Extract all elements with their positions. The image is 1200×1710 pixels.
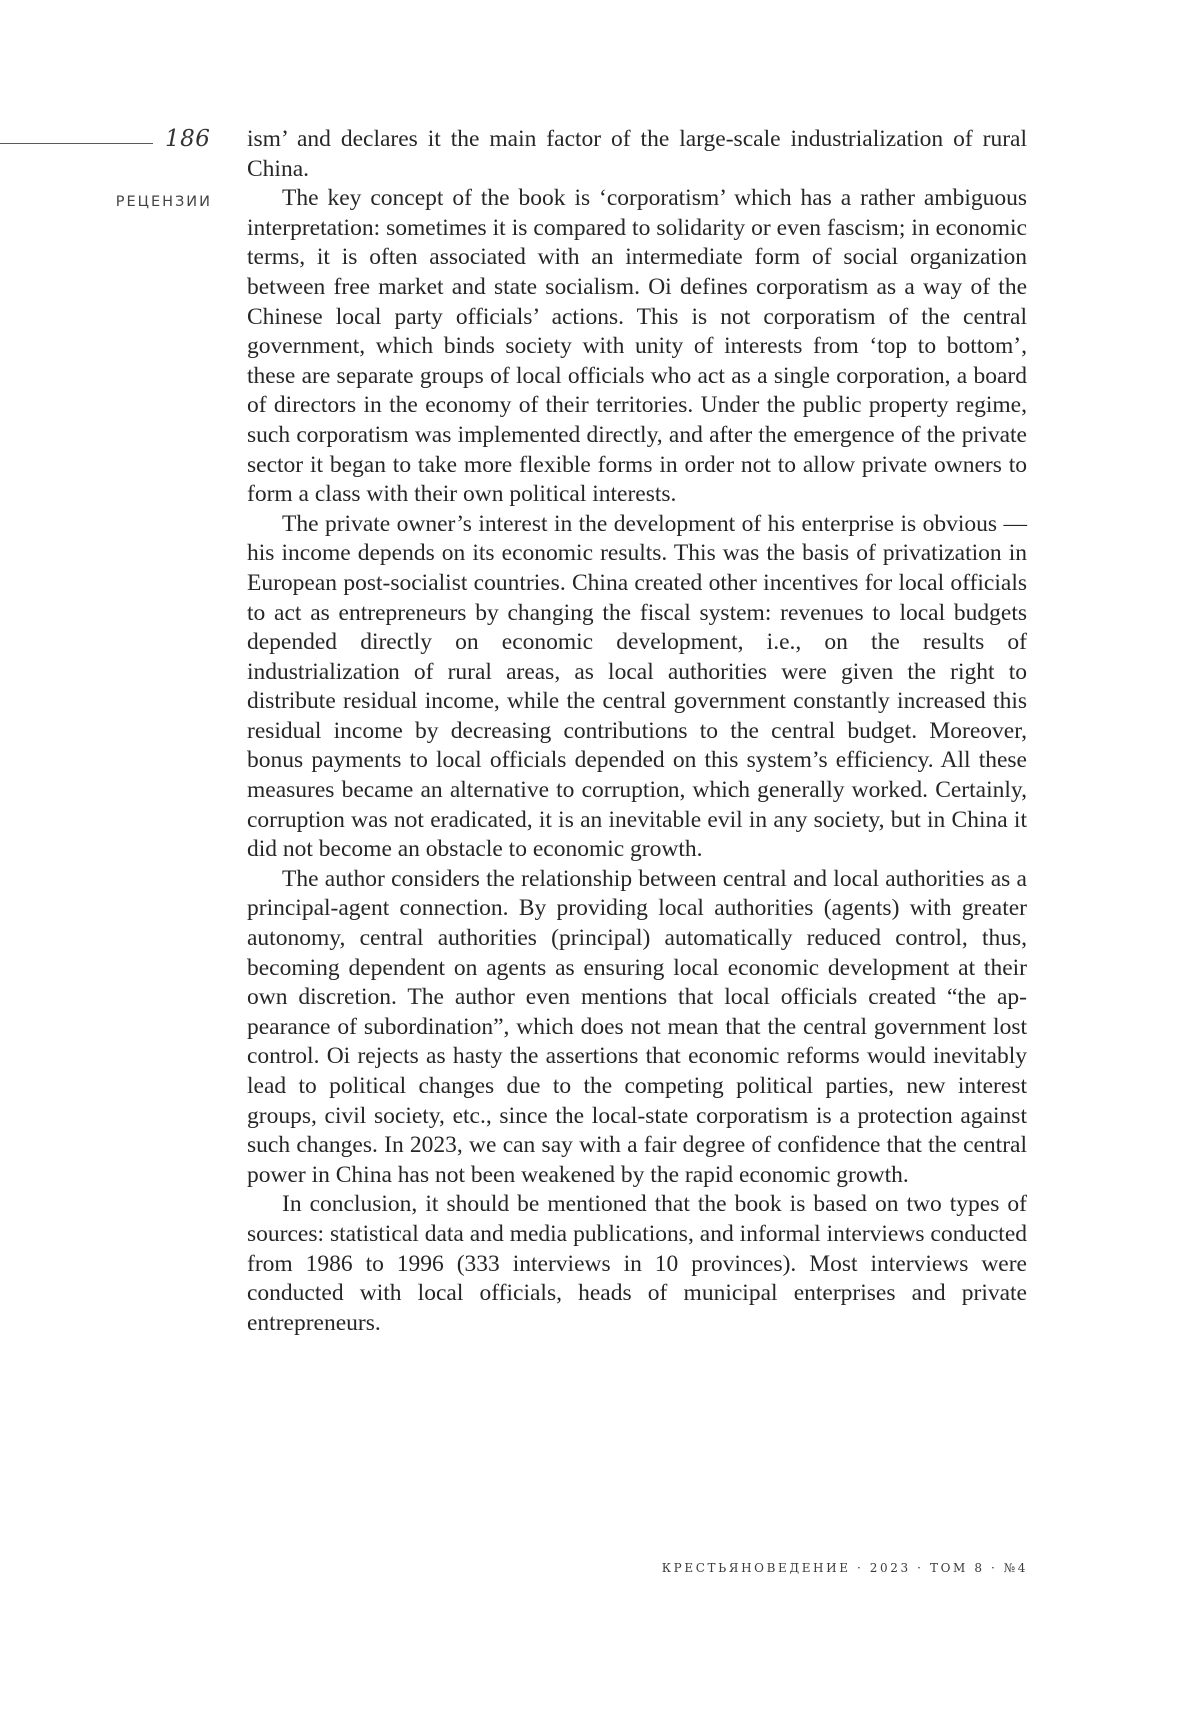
paragraph: The key concept of the book is ‘corporatism’ which has a rather ambiguous interpretation: sometimes it is compared to solidarity or even fascism; in economic terms, it is often associated with an intermediate form of social organization between free market and state socialism. Oi defines corporatism as a way of the Chinese local party officials’ actions. This is not corporatism of the central government, which binds society with unity of interests from ‘top to bottom’, these are separate groups of local officials who act as a single corporation, a board of directors in the economy of their territories. Under the public property regime, such corporatism was implemented directly, and after the emergence of the private sector it began to take more flexible forms in order not to allow private owners to form a class with their own political interests. <box>247 185 1027 508</box>
paragraph: The author considers the relationship between central and local authorities as a principal-agent connection. By providing local authorities (agents) with greater autonomy, central authorities (principal) automatically reduced control, thus, becoming dependent on agents as ensuring local economic development at their own discretion. The author even mentions that local officials created “the appearance of subordination”, which does not mean that the central government lost control. Oi rejects as hasty the assertions that economic reforms would inevitably lead to political changes due to the competing political parties, new interest groups, civil society, etc., since the local-state corporatism is a protection against such changes. In 2023, we can say with a fair degree of confidence that the central power in China has not been weakened by the rapid economic growth. <box>247 865 1027 1188</box>
journal-footer: КРЕСТЬЯНОВЕДЕНИЕ · 2023 · ТОМ 8 · №4 <box>661 1561 1028 1575</box>
paragraph: In conclusion, it should be mentioned that the book is based on two types of sources: statistical data and media publications, and informal interviews conducted from 1986 to 1996 (333 interviews in 10 provinces). Most interviews were conducted with local officials, heads of municipal enterprises and private entrepreneurs. <box>247 1191 1027 1336</box>
article-body <box>247 125 1027 1338</box>
section-label: РЕЦЕНЗИИ <box>115 194 212 210</box>
paragraph-continuation: ism’ and declares it the main factor of the large-scale industrialization of rural China. <box>247 126 1027 182</box>
header-rule <box>0 143 153 144</box>
page-number: 186 <box>165 126 211 152</box>
paragraph: The private owner’s interest in the development of his enterprise is obvious — his income depends on its economic results. This was the basis of privatization in European post-socialist countries. China created other incentives for local officials to act as entrepreneurs by changing the fiscal system: revenues to local budgets depended directly on economic development, i.e., on the results of industrialization of rural areas, as local authorities were given the right to distribute residual income, while the central government constantly increased this residual income by decreasing contributions to the central budget. Moreover, bonus payments to local officials depended on this system’s efficiency. All these measures became an alternative to corruption, which generally worked. Certainly, corruption was not eradicated, it is an inevitable evil in any society, but in China it did not become an obstacle to economic growth. <box>247 510 1027 863</box>
